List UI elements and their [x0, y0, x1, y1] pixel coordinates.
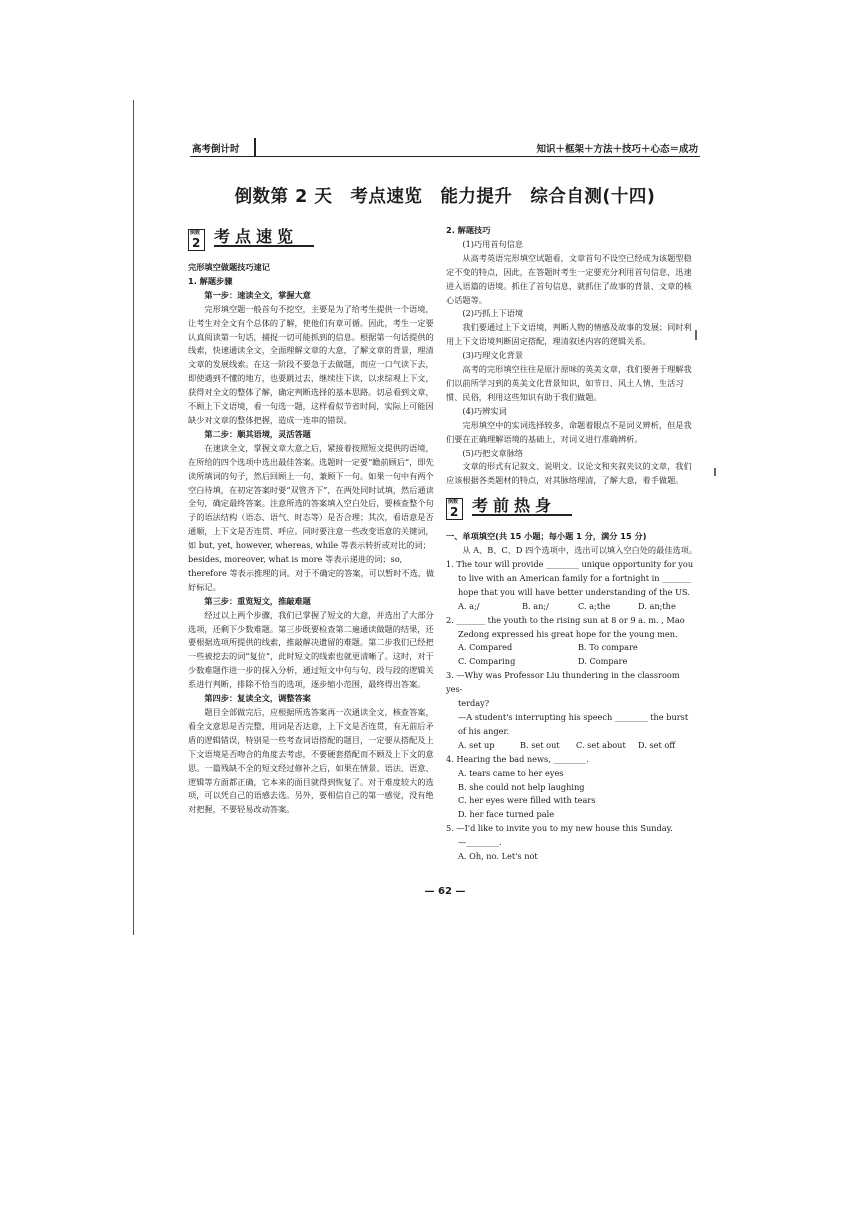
countdown-badge	[446, 498, 463, 520]
option: B. she could not help laughing	[458, 781, 585, 792]
badge-label: 倒数	[448, 499, 459, 506]
paragraph: 完形填空题一般首句不挖空，主要是为了给考生提供一个语境，让考生对全文有个总体的了解，使他们有章可循。因此，考生一定要认真阅读第一句话，捕捉一切可能抓到的信息。根据第一句话提供的线索，快速通读全文，全面理解文章的大意，了解文章的背景，理清文章的发展线索。在这一阶段不要急于去做题，而应一口气读下去，即使遇到不懂的地方，也要跳过去，继续往下读，以求综观上下文，获得对全文的整体了解，确定判断选择的基本思路。切忌看到文章，不顾上下文语境，看一句选一题，这样看似节省时间，实际上可能因缺少对文章的整体把握，造成一连串的错误。	[188, 303, 434, 425]
question-text: terday?	[458, 698, 490, 709]
badge-number: 2	[192, 236, 201, 250]
paragraph: 我们要通过上下文语境，判断人物的情感及故事的发展；同时利用上下文语境判断固定搭配，理清叙述内容的逻辑关系。	[446, 322, 692, 347]
exercise-heading: 一、单项填空(共 15 小题；每小题 1 分，满分 15 分)	[446, 531, 647, 542]
right-column	[446, 224, 698, 864]
option: C. set about	[576, 739, 626, 750]
paragraph: 完形填空中的实词选择较多，命题着眼点不是词义辨析，但是我们要在正确理解语境的基础上，对词义进行准确辨析。	[446, 419, 692, 444]
paragraph: (3)巧理文化背景	[462, 350, 524, 361]
exercise-instruction: 从 A、B、C、D 四个选项中，选出可以填入空白处的最佳选项。	[462, 545, 698, 556]
option: A. Oh, no. Let's not	[458, 851, 538, 862]
paragraph: 在速读全文，掌握文章大意之后，紧接着按照短文提供的语境，在所给的四个选项中选出最佳答案。选题时一定要“瞻前顾后”，即先读所填词的句子，然后回顾上一句，兼顾下一句。如果一句中有两个空白待填，在初定答案时要“双管齐下”，在两处同时试填，然后通读全句，确定最终答案。注意所选的答案填入空白处后，要核查整个句子的语法结构（语态、语气、时态等）是否合理；其次，看语意是否通顺，上下文是否连贯、呼应。同时要注意一些改变语意的关键词，如 but, yet, however, whereas, while 等表示转折或对比的词；besides, moreover, what is more 等表示递进的词；so, therefore 等表示推理的词。对于不确定的答案，可以暂时不选，做好标记。	[188, 442, 435, 592]
answer-options	[446, 739, 698, 753]
answer-options	[446, 641, 698, 655]
section-title: 考前热身	[472, 499, 572, 516]
header-left: 高考倒计时	[192, 144, 240, 155]
paragraph: 第二步：顺其语境，灵活答题	[204, 428, 311, 439]
answer-options	[446, 655, 698, 669]
question-text: to live with an American family for a fortnight in _______	[458, 572, 691, 583]
option: A. a;/	[458, 600, 480, 611]
question-text: —________.	[458, 837, 502, 848]
question-2: 2. _______ the youth to the rising sun at 8 or 9 a. m. , Mao	[446, 614, 685, 625]
question-3: 3. —Why was Professor Liu thundering in the classroom yes-	[446, 670, 680, 695]
question-4: 4. Hearing the bad news, ________.	[446, 753, 589, 764]
option: A. set up	[458, 739, 495, 750]
right-paragraphs	[446, 224, 698, 488]
page-number: — 62 —	[424, 886, 466, 897]
option: C. Comparing	[458, 656, 516, 667]
page-footer	[190, 886, 700, 902]
badge-number: 2	[450, 505, 459, 520]
paragraph: 从高考英语完形填空试题看，文章首句不设空已经成为该题型稳定不变的特点，因此，在答题时考生一定要充分利用首句信息，迅速进入语篇的语境。抓住了首句信息，就抓住了故事的背景、文章的核心话题等。	[446, 252, 692, 305]
paragraph: (1)巧用首句信息	[462, 238, 524, 249]
paragraph: 1. 解题步骤	[188, 275, 233, 286]
option: D. an;the	[638, 600, 676, 611]
paragraph: 完形填空做题技巧速记	[188, 262, 270, 272]
badge-label: 倒数	[190, 230, 201, 236]
option: D. Compare	[578, 656, 628, 667]
section-heading	[188, 229, 436, 255]
paragraph: (2)巧抓上下语境	[462, 308, 524, 319]
option: C. her eyes were filled with tears	[458, 795, 596, 806]
left-paragraphs	[188, 261, 436, 817]
option: C. a;the	[578, 600, 611, 611]
paragraph: 2. 解题技巧	[446, 225, 491, 235]
section-heading	[446, 498, 698, 524]
paragraph: 经过以上两个步骤，我们已掌握了短文的大意，并选出了大部分选项，还剩下少数难题。第三步既要检查第二遍通读做题的结果，还要根据选项所提供的线索，推敲解决遗留的难题。第二步我们已经把一些被挖去的词“复位”，此时短文的线索也就更清晰了。这时，对于少数难题作进一步的探入分析，通过短文中句与句、段与段的逻辑关系进行判断，排除不恰当的选项，逐步缩小范围，最终得出答案。	[188, 609, 434, 690]
option: D. her face turned pale	[458, 809, 555, 820]
paragraph: 第四步：复读全文，调整答案	[204, 693, 311, 704]
paragraph: 高考的完形填空往往是原汁原味的英美文章，我们要善于理解我们以前所学习到的英美文化背景知识，如节日、风土人情、生活习惯、民俗，利用这些知识有助于我们做题。	[446, 364, 692, 402]
option: B. set out	[520, 739, 560, 750]
scan-edge-line	[133, 100, 134, 935]
answer-options	[446, 600, 698, 614]
header-right: 知识＋框架＋方法＋技巧＋心态＝成功	[536, 144, 698, 155]
paragraph: (4)巧辨实词	[462, 405, 507, 416]
paragraph: 文章的形式有记叙文、说明文、议论文和夹叙夹议的文章，我们应该根据各类题材的特点，对其脉络理清，了解大意，着手做题。	[446, 461, 692, 486]
option: A. Compared	[458, 642, 513, 653]
countdown-badge	[188, 229, 205, 251]
question-text: —A student's interrupting his speech ________ the burst	[458, 712, 689, 722]
paragraph: 第三步：重览短文，推敲难题	[204, 595, 311, 606]
section-title: 考点速览	[214, 230, 314, 247]
option: B. To compare	[578, 642, 638, 653]
paragraph: 第一步：速读全文，掌握大意	[204, 289, 311, 300]
paragraph: (5)巧把文章脉络	[462, 447, 524, 458]
question-5: 5. —I'd like to invite you to my new house this Sunday.	[446, 823, 673, 834]
scan-mark	[714, 468, 716, 476]
question-text: hope that you will have better understanding of the US.	[458, 586, 690, 597]
question-text: Zedong expressed his great hope for the young men.	[458, 628, 678, 639]
header-divider	[254, 138, 256, 156]
option: A. tears came to her eyes	[458, 767, 564, 778]
page-header	[190, 138, 700, 157]
question-text: of his anger.	[458, 725, 510, 736]
question-1: 1. The tour will provide ________ unique opportunity for you	[446, 559, 694, 570]
left-column	[188, 229, 436, 817]
paragraph: 题目全部做完后，应根据所选答案再一次通读全文，核查答案，看全文意思是否完整，用词是否达意，上下文是否连贯，有无前后矛盾的逻辑错误，特别是一些考查词语搭配的题目，一定要从搭配及上下文语境是否吻合的角度去考虑，不要硬套搭配而不顾及上下文的意思。一篇残缺不全的短文经过修补之后，如果在情景、语法、语意、逻辑等方面都正确，它本来的面目就得到恢复了。对于难度较大的选项，可以凭自己的语感去选。另外，要相信自己的第一感觉，没有绝对把握，不要轻易改动答案。	[188, 707, 434, 815]
page-title: 倒数第 2 天 考点速览 能力提升 综合自测(十四)	[234, 187, 656, 207]
option: B. an;/	[522, 600, 549, 611]
option: D. set off	[638, 739, 676, 750]
